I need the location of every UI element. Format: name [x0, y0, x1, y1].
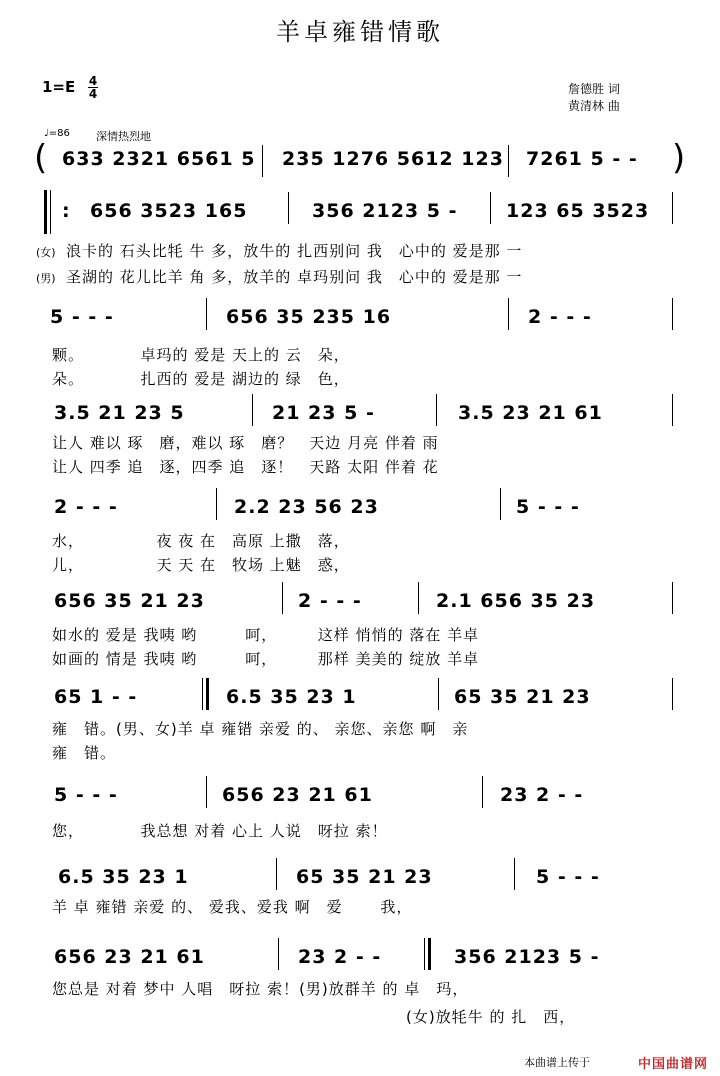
measure-notes: 3.5 21 23 5: [54, 402, 185, 424]
lyric-line: 圣湖的 花儿比羊 角 多，放羊的 卓玛别问 我 心中的 爱是那 一: [66, 268, 523, 286]
measure-notes: 7261 5 - -: [526, 148, 638, 170]
measure-notes: 656 3523 165: [90, 200, 248, 222]
barline: [482, 776, 483, 808]
barline: [514, 858, 515, 890]
lyric-line: 如画的 情是 我咦 哟 呵， 那样 美美的 绽放 羊卓: [52, 650, 480, 668]
measure-notes: 235 1276 5612 123: [282, 148, 504, 170]
repeat-dots: :: [62, 200, 71, 222]
close-paren: ): [672, 138, 686, 178]
barline: [490, 192, 491, 224]
measure-notes: 65 35 21 23: [454, 686, 591, 708]
barline: [672, 678, 673, 710]
measure-notes: 356 2123 5 -: [312, 200, 458, 222]
barline: [672, 192, 673, 224]
open-paren: (: [34, 138, 48, 178]
meter-bottom: 4: [88, 87, 98, 101]
voice-tag: (女): [36, 246, 56, 259]
measure-notes: 2 - - -: [528, 306, 592, 328]
measure-notes: 123 65 3523: [506, 200, 650, 222]
measure-notes: 65 1 - -: [54, 686, 138, 708]
lyric-line: 雍 错。: [52, 744, 117, 762]
repeat-start-thick: [428, 938, 431, 970]
lyric-line: 浪卡的 石头比牦 牛 多，放牛的 扎西别问 我 心中的 爱是那 一: [66, 242, 523, 260]
barline: [252, 394, 253, 426]
meter-top: 4: [88, 74, 98, 88]
repeat-end-thick: [206, 678, 209, 710]
barline: [206, 298, 207, 330]
barline: [508, 298, 509, 330]
measure-notes: 2 - - -: [54, 496, 118, 518]
lyric-line: 儿， 天 天 在 牧场 上魅 惑，: [52, 556, 350, 574]
measure-notes: 656 23 21 61: [54, 946, 205, 968]
measure-notes: 656 23 21 61: [222, 784, 373, 806]
barline: [278, 938, 279, 970]
barline: [282, 582, 283, 614]
measure-notes: 656 35 235 16: [226, 306, 392, 328]
barline: [424, 938, 425, 970]
barline: [262, 145, 263, 177]
lyric-line: 让人 难以 琢 磨，难以 琢 磨？ 天边 月亮 伴着 雨: [52, 434, 439, 452]
measure-notes: 23 2 - -: [500, 784, 584, 806]
barline: [500, 488, 501, 520]
measure-notes: 5 - - -: [50, 306, 114, 328]
lyric-line: 您， 我总想 对着 心上 人说 呀拉 索！: [52, 822, 388, 840]
measure-notes: 5 - - -: [536, 866, 600, 888]
barline: [216, 488, 217, 520]
measure-notes: 2.2 23 56 23: [234, 496, 379, 518]
barline: [672, 582, 673, 614]
lyric-line: 如水的 爱是 我咦 哟 呵， 这样 悄悄的 落在 羊卓: [52, 626, 480, 644]
barline: [202, 678, 203, 710]
barline: [438, 678, 439, 710]
repeat-start-thin: [50, 190, 51, 234]
barline: [276, 858, 277, 890]
song-title: 羊卓雍错情歌: [276, 18, 444, 46]
barline: [418, 582, 419, 614]
lyric-line: 雍 错。(男、女)羊 卓 雍错 亲爱 的、 亲您、亲您 啊 亲: [52, 720, 469, 738]
tempo-mark: ♩=86: [44, 128, 70, 139]
barline: [508, 145, 509, 177]
measure-notes: 3.5 23 21 61: [458, 402, 603, 424]
lyric-line: 羊 卓 雍错 亲爱 的、 爱我、爱我 啊 爱 我，: [52, 898, 413, 916]
repeat-start-thick: [44, 190, 47, 234]
measure-notes: 5 - - -: [54, 784, 118, 806]
measure-notes: 5 - - -: [516, 496, 580, 518]
measure-notes: 6.5 35 23 1: [226, 686, 357, 708]
lyric-line: 水， 夜 夜 在 高原 上撒 落，: [52, 532, 350, 550]
barline: [206, 776, 207, 808]
measure-notes: 65 35 21 23: [296, 866, 433, 888]
site-logo[interactable]: 中国曲谱网: [637, 1057, 708, 1072]
lyricist-credit: 詹德胜 词: [568, 82, 620, 96]
measure-notes: 2 - - -: [298, 590, 362, 612]
measure-notes: 356 2123 5 -: [454, 946, 600, 968]
lyric-line: (女)放牦牛 的 扎 西，: [406, 1008, 576, 1026]
measure-notes: 23 2 - -: [298, 946, 382, 968]
voice-tag: (男): [36, 272, 56, 285]
barline: [436, 394, 437, 426]
lyric-line: 您总是 对着 梦中 人唱 呀拉 索！(男)放群羊 的 卓 玛，: [52, 980, 469, 998]
barline: [672, 298, 673, 330]
upload-note: 本曲谱上传于: [524, 1056, 590, 1069]
lyric-line: 朵。 扎西的 爱是 湖边的 绿 色，: [52, 370, 350, 388]
measure-notes: 2.1 656 35 23: [436, 590, 596, 612]
lyric-line: 让人 四季 追 逐，四季 追 逐！ 天路 太阳 伴着 花: [52, 458, 439, 476]
key-signature: 1=E: [42, 78, 76, 96]
measure-notes: 6.5 35 23 1: [58, 866, 189, 888]
measure-notes: 656 35 21 23: [54, 590, 205, 612]
barline: [288, 192, 289, 224]
time-signature: [88, 75, 98, 100]
measure-notes: 21 23 5 -: [272, 402, 375, 424]
barline: [672, 394, 673, 426]
composer-credit: 黄清林 曲: [568, 99, 620, 113]
lyric-line: 颗。 卓玛的 爱是 天上的 云 朵，: [52, 346, 350, 364]
measure-notes: 633 2321 6561 5: [62, 148, 256, 170]
expression-mark: 深情热烈地: [96, 130, 151, 143]
